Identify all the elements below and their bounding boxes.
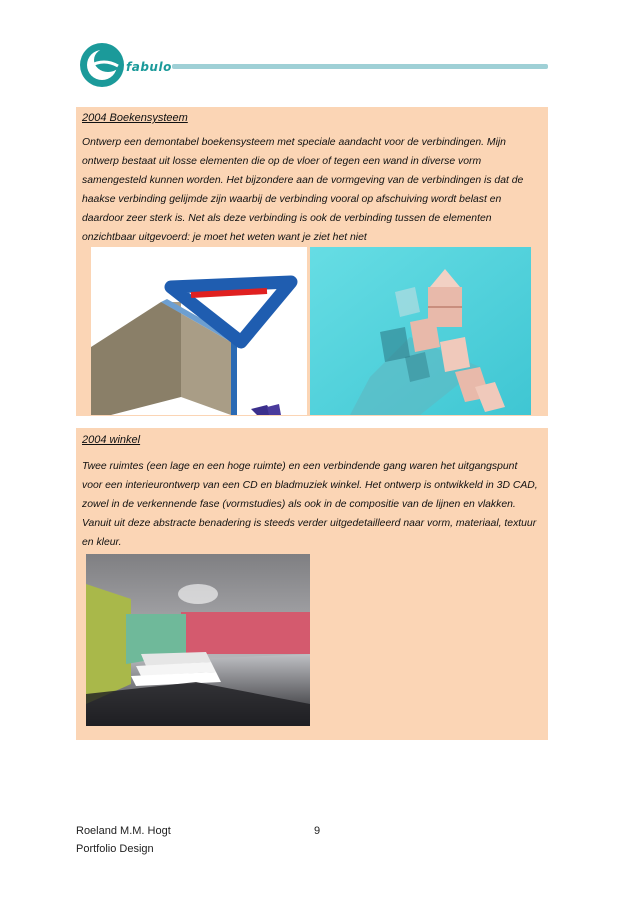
section-winkel (76, 428, 548, 740)
section-title: 2004 winkel (82, 434, 141, 446)
shop-interior-image (86, 554, 310, 726)
section-body: Twee ruimtes (een lage en een hoge ruimte) en een verbindende gang waren het uitgangspunt voor een interieurontwerp van een CD en bladmuziek winkel. Het ontwerp is ontwikkeld in 3D CAD, zowel in de verkennende fase (vormstudies) als ook in de compositie van de lijnen en vlakken. Vanuit uit deze abstracte benadering is steeds verder uitgedetailleerd naar vorm, materiaal, textuur en kleur. (82, 461, 538, 548)
bookshelf-assembly-image (310, 247, 531, 415)
section-boekensysteem (76, 107, 548, 416)
bookshelf-connection-image (91, 247, 307, 415)
footer-subtitle: Portfolio Design (76, 843, 154, 855)
footer-author: Roeland M.M. Hogt (76, 825, 171, 837)
section-title: 2004 Boekensysteem (82, 112, 188, 124)
footer-author-block (76, 822, 171, 858)
header-bar (172, 64, 548, 69)
logo-text: fabulo (126, 60, 172, 74)
page-number: 9 (314, 825, 321, 837)
section-body: Ontwerp een demontabel boekensysteem met speciale aandacht voor de verbindingen. Mijn ontwerp bestaat uit losse elementen die op de vloer of tegen een wand in diverse vorm samengesteld kunnen worden. Het bijzondere aan de vormgeving van de verbindingen is dat de haakse verbinding gelijmde zijn waarbij de verbinding vooral op afschuiving wordt belast en daardoor zeer sterk is. Net als deze verbinding is ook de verbinding tussen de elementen onzichtbaar uitgevoerd: je moet het weten want je ziet het niet (82, 137, 524, 243)
